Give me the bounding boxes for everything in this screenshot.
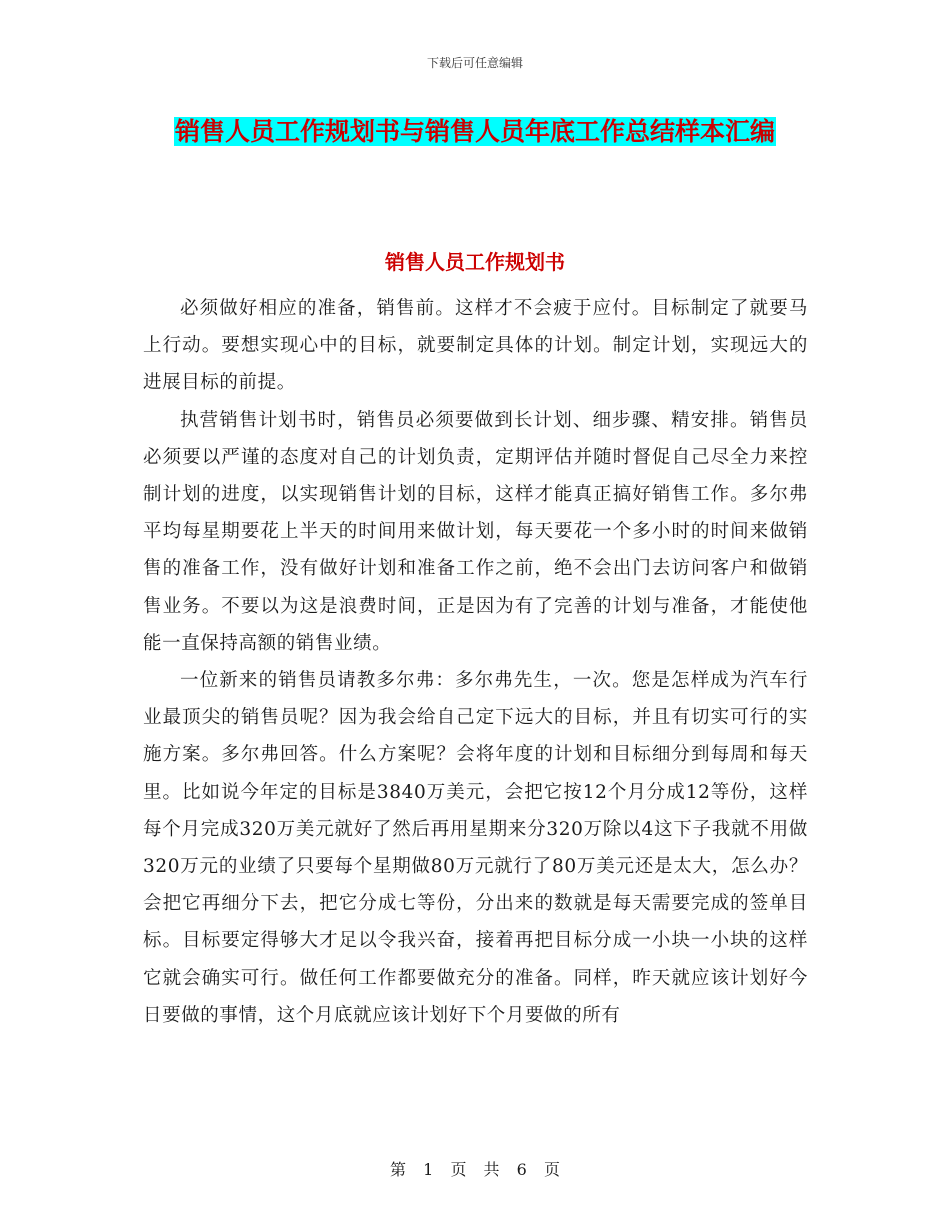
header-note: 下载后可任意编辑 [426,56,523,70]
footer-total-unit: 页 [543,1160,560,1179]
footer-total-pages: 6 [516,1160,527,1179]
page-footer [0,1157,950,1180]
footer-page-label: 第 [390,1160,407,1179]
document-body [143,290,808,1034]
paragraph-3: 一位新来的销售员请教多尔弗：多尔弗先生，一次。您是怎样成为汽车行业最顶尖的销售员呢？因为我会给自己定下远大的目标，并且有切实可行的实施方案。多尔弗回答。什么方案呢？会将年度的计划和目标细分到每周和每天里。比如说今年定的目标是3840万美元，会把它按12个月分成12等份，这样每个月完成320万美元就好了然后再用星期来分320万除以4这下子我就不用做320万元的业绩了只要每个星期做80万元就行了80万美元还是太大，怎么办？会把它再细分下去，把它分成七等份，分出来的数就是每天需要完成的签单目标。目标要定得够大才足以令我兴奋，接着再把目标分成一小块一小块的这样它就会确实可行。做任何工作都要做充分的准备。同样，昨天就应该计划好今日要做的事情，这个月底就应该计划好下个月要做的所有 [143,670,808,1026]
document-title-text: 销售人员工作规划书与销售人员年底工作总结样本汇编 [174,117,775,146]
paragraph-2: 执营销售计划书时，销售员必须要做到长计划、细步骤、精安排。销售员必须要以严谨的态度对自己的计划负责，定期评估并随时督促自己尽全力来控制计划的进度，以实现销售计划的目标，这样才能真正搞好销售工作。多尔弗平均每星期要花上半天的时间用来做计划，每天要花一个多小时的时间来做销售的准备工作，没有做好计划和准备工作之前，绝不会出门去访问客户和做销售业务。不要以为这是浪费时间，正是因为有了完善的计划与准备，才能使他能一直保持高额的销售业绩。 [143,409,808,654]
document-title [140,110,810,154]
footer-page-number: 1 [423,1160,434,1179]
section-title: 销售人员工作规划书 [385,250,565,274]
paragraph-1: 必须做好相应的准备，销售前。这样才不会疲于应付。目标制定了就要马上行动。要想实现心中的目标，就要制定具体的计划。制定计划，实现远大的进展目标的前提。 [143,298,808,394]
footer-total-label: 共 [483,1160,500,1179]
footer-page-unit: 页 [450,1160,467,1179]
